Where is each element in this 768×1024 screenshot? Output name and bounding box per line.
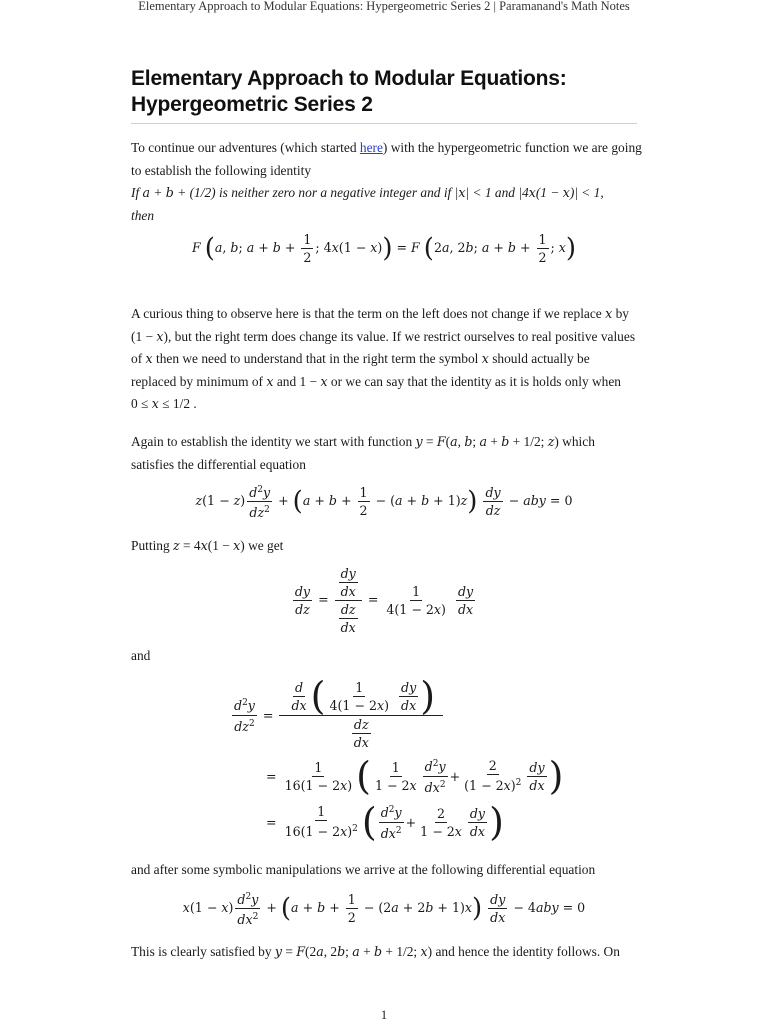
here-link[interactable]: here (359, 140, 383, 155)
intro-text-post: ) with the hypergeometric function we are going (382, 140, 642, 155)
curious-paragraph: A curious thing to observe here is that the term on the left does not change if we replace x by (1 − x), but the right term does change its value. If we restrict ourselves to real positive values of x then we need to understand that in the right term the symbol x should actually be replaced by minimum of x and 1 − x or we can say that the identity as it is holds only when 0 ≤ x ≤ 1/2 . (131, 306, 636, 411)
differential-paragraph: Again to establish the identity we start with function y = F(a, b; a + b + 1/2; z) which satisfies the differential equation (131, 434, 595, 472)
first-derivative-equation: $\frac{dy}{dz}$ = $\frac{\frac{dy}{dx}}{\frac{dz}{dx}}$ = $\frac{1}{4(1 - 2x)}$ $\frac{dy}{dx}$ (294, 566, 474, 635)
identity-equation: F (a, b; a + b + $\frac{1}{2}$ ; 4x(1 − x)) = F (2a, 2b; a + b + $\frac{1}{2}$ ; x) (191, 232, 577, 265)
running-header: Elementary Approach to Modular Equations: Hypergeometric Series 2 | Paramanand's Math Notes (138, 0, 630, 13)
theorem-line-1: If a + b + (1/2) is neither zero nor a negative integer and if |x| < 1 and |4x(1 − x)| < 1, (131, 185, 604, 200)
intro-paragraph (131, 137, 651, 227)
putting-line: Putting z = 4x(1 − x) we get (131, 538, 284, 553)
second-derivative-equations: $\frac{d^2y}{dz^2}$ = $\frac{d}{dx}$ ( $\frac{1}{4(1 - 2x)}$ $\frac{dy}{dx}$ ) $\frac{dz}{dx}$ = $\frac{1}{16(1 - 2x)}$ ( $\frac{1}{1 - 2x}$ $\frac{d^2y}{dx^2}$ + $\frac{2}{(1 - 2x)^2}$ $\frac{dy}{dx}$ ) = $\frac{1}{16(1 - 2x)^2}$ ( $\frac{d^2y}{dx^2}$ + $\frac{2}{1 - 2x}$ $\frac{dy}{dx}$ ) (234, 674, 564, 844)
article-body (131, 66, 637, 124)
final-line: This is clearly satisfied by y = F(2a, 2b; a + b + 1/2; x) and hence the identity follows. On (131, 944, 620, 959)
page-number: 1 (380, 1008, 388, 1022)
title-line-1: Elementary Approach to Modular Equations: (131, 67, 567, 90)
title-line-2: Hypergeometric Series 2 (131, 93, 373, 116)
article-title (131, 66, 637, 118)
title-divider (131, 123, 637, 124)
theorem-line-2: then (131, 207, 155, 223)
transformed-ode: x(1 − x) $\frac{d^2y}{dx^2}$ + (a + b + $\frac{1}{2}$ − (2a + 2b + 1)x) $\frac{dy}{dx}$ − 4aby = 0 (182, 892, 586, 928)
and-line: and (131, 648, 151, 663)
intro-text-pre: To continue our adventures (which started (131, 140, 360, 155)
after-manipulations-line: and after some symbolic manipulations we arrive at the following differential equation (131, 862, 596, 877)
intro-line-2: to establish the following identity (131, 162, 312, 178)
hypergeometric-ode: z(1 − z) $\frac{d^2y}{dz^2}$ + (a + b + $\frac{1}{2}$ − (a + b + 1)z) $\frac{dy}{dz}$ − aby = 0 (195, 485, 573, 521)
